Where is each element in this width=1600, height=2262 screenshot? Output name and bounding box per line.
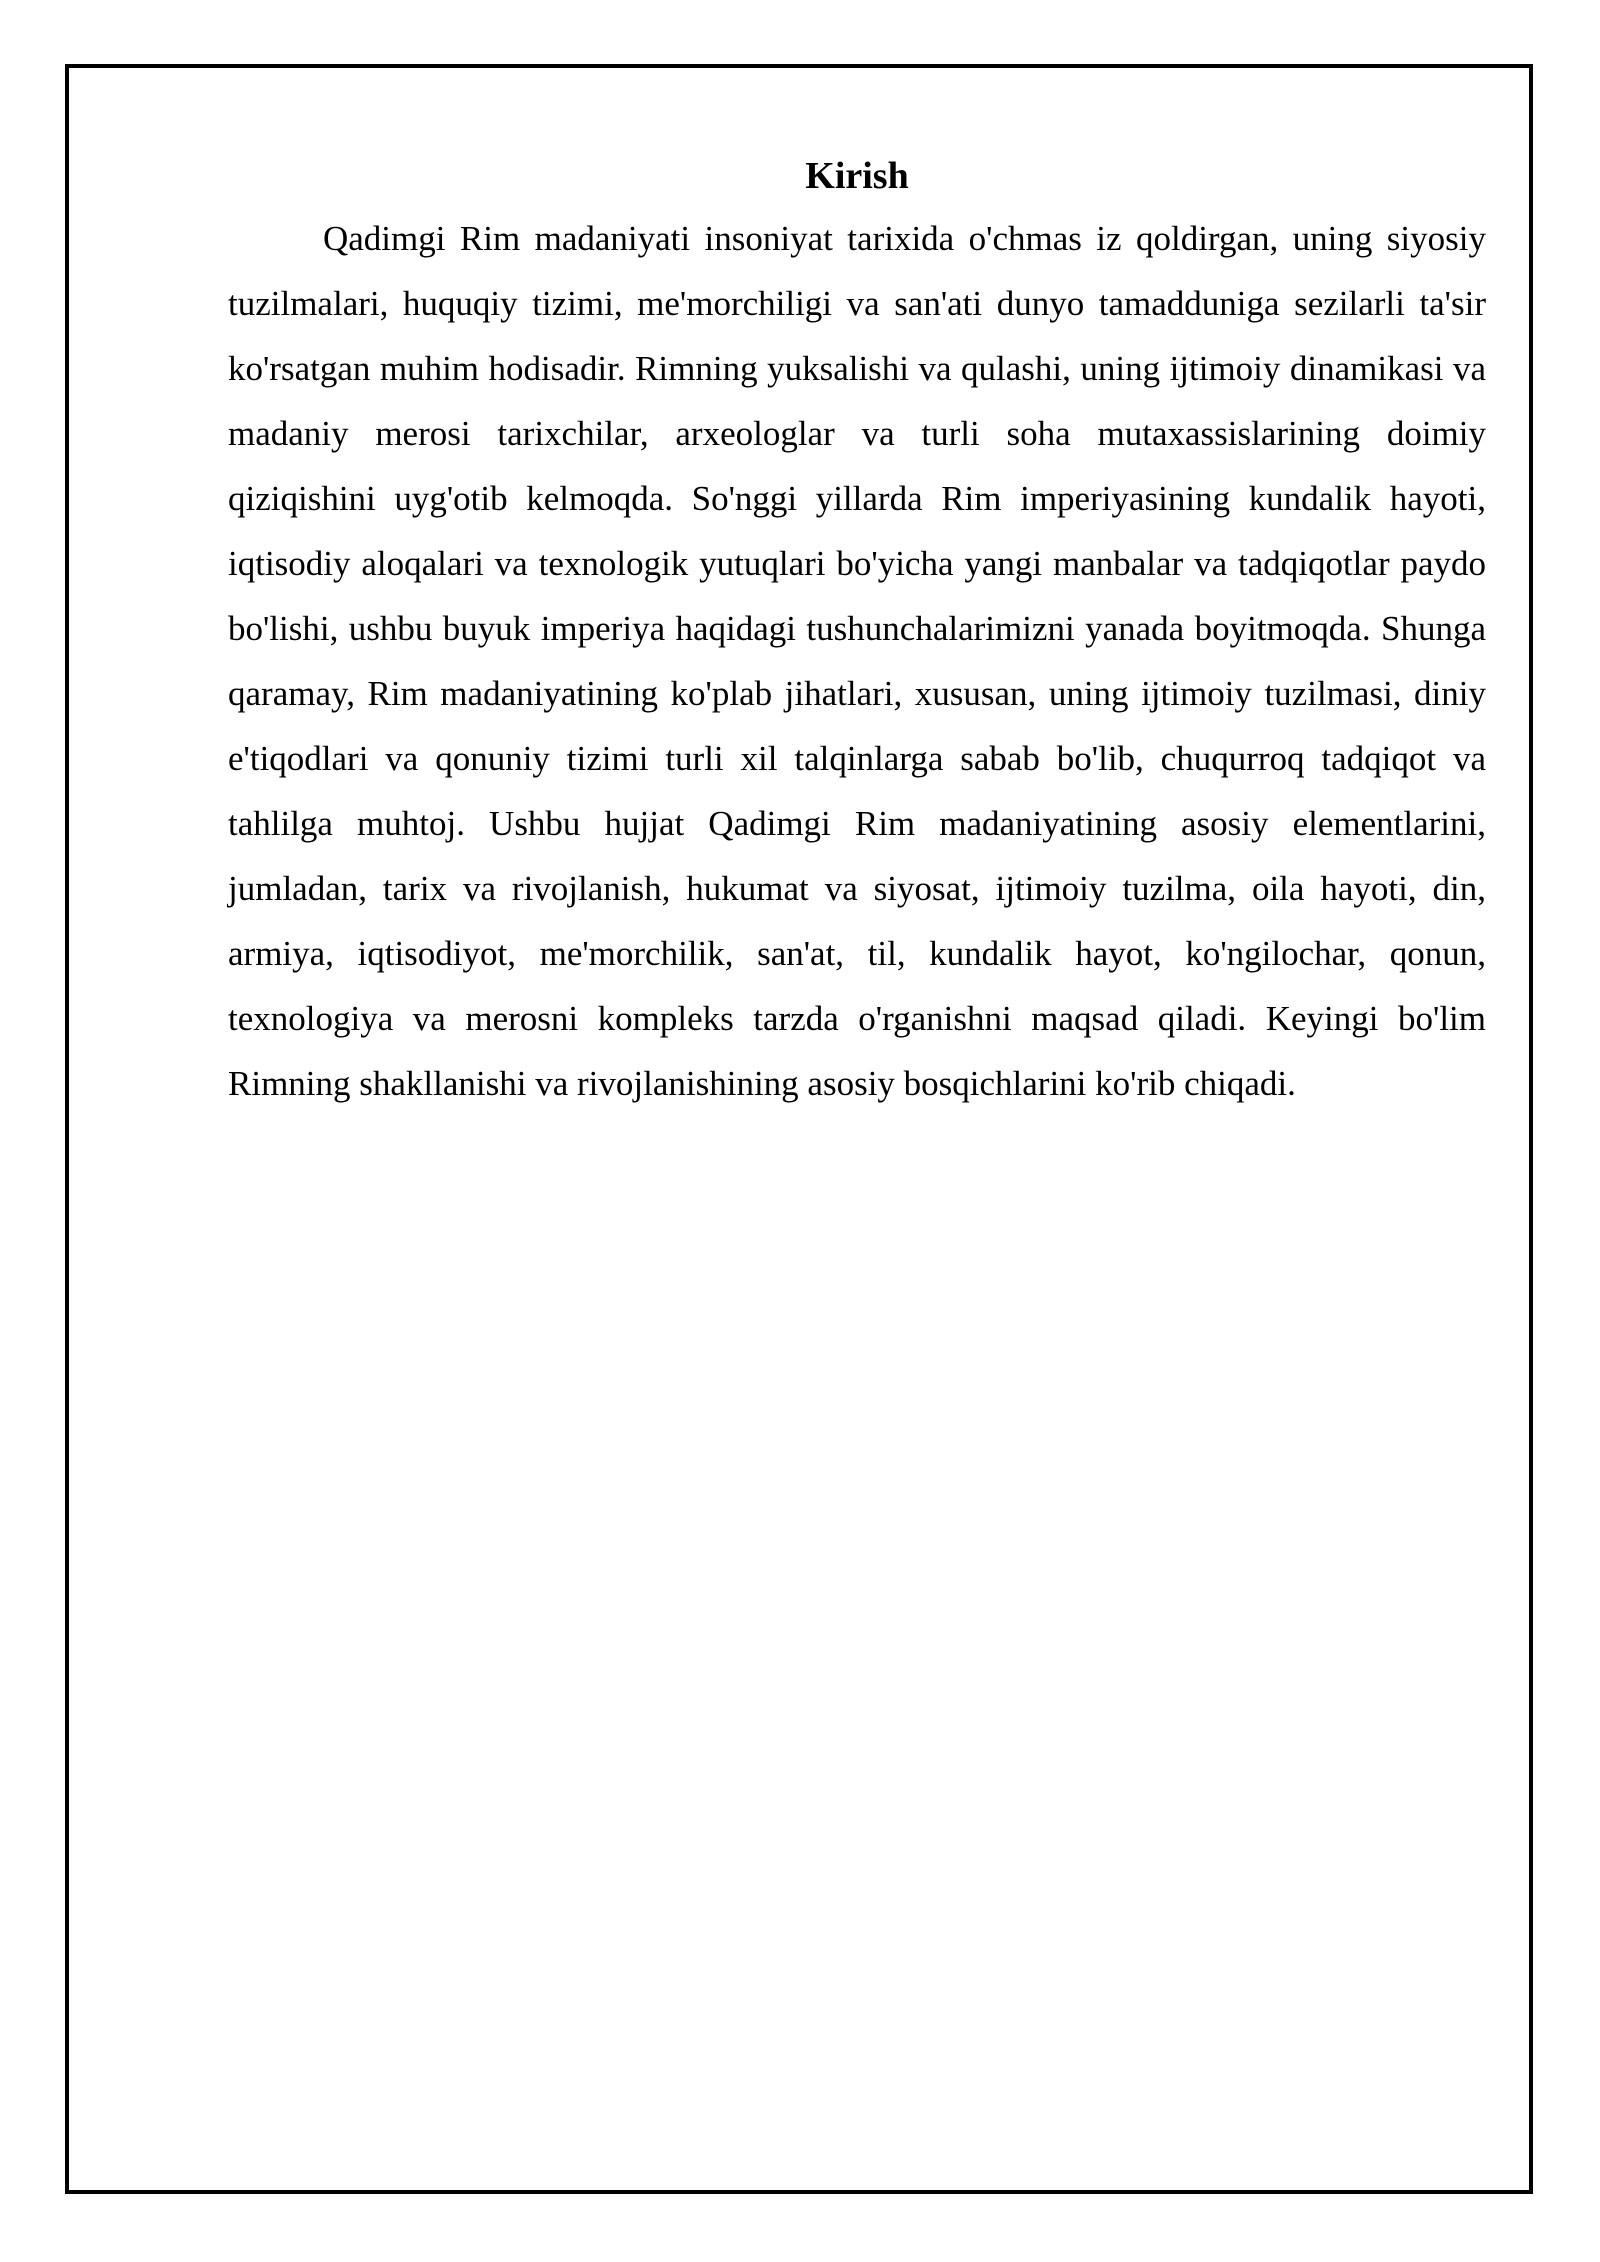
document-content [228,146,1486,1116]
body-paragraph: Qadimgi Rim madaniyati insoniyat tarixida o'chmas iz qoldirgan, uning siyosiy tuzilmalari, huquqiy tizimi, me'morchiligi va san'ati dunyo tamadduniga sezilarli ta'sir ko'rsatgan muhim hodisadir. Rimning yuksalishi va qulashi, uning ijtimoiy dinamikasi va madaniy merosi tarixchilar, arxeologlar va turli soha mutaxassislarining doimiy qiziqishini uyg'otib kelmoqda. So'nggi yillarda Rim imperiyasining kundalik hayoti, iqtisodiy aloqalari va texnologik yutuqlari bo'yicha yangi manbalar va tadqiqotlar paydo bo'lishi, ushbu buyuk imperiya haqidagi tushunchalarimizni yanada boyitmoqda. Shunga qaramay, Rim madaniyatining ko'plab jihatlari, xususan, uning ijtimoiy tuzilmasi, diniy e'tiqodlari va qonuniy tizimi turli xil talqinlarga sabab bo'lib, chuqurroq tadqiqot va tahlilga muhtoj. Ushbu hujjat Qadimgi Rim madaniyatining asosiy elementlarini, jumladan, tarix va rivojlanish, hukumat va siyosat, ijtimoiy tuzilma, oila hayoti, din, armiya, iqtisodiyot, me'morchilik, san'at, til, kundalik hayot, ko'ngilochar, qonun, texnologiya va merosni kompleks tarzda o'rganishni maqsad qiladi. Keyingi bo'lim Rimning shakllanishi va rivojlanishining asosiy bosqichlarini ko'rib chiqadi. [228,219,1486,1103]
section-title: Kirish [805,155,909,197]
